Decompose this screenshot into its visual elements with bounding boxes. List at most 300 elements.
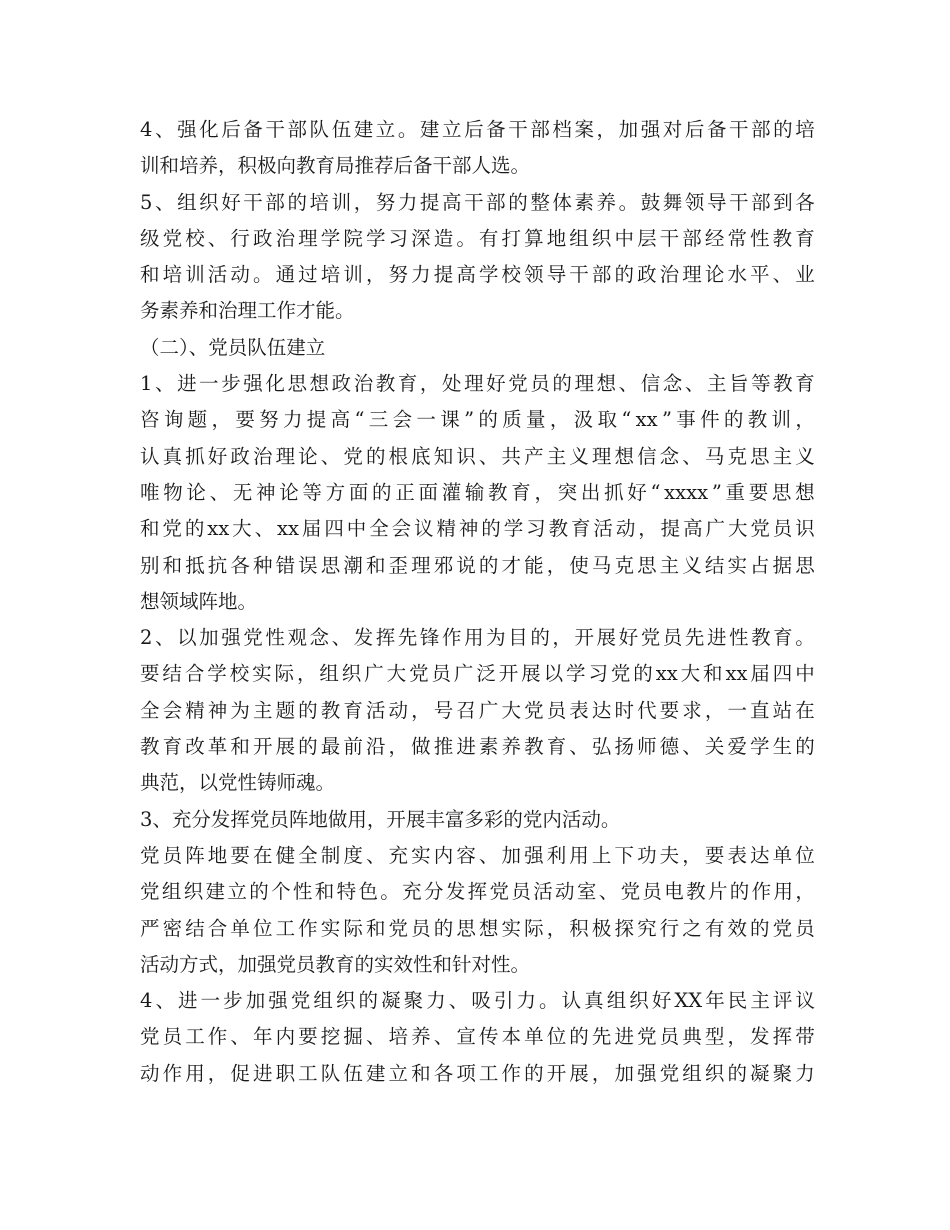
- text-glyph: 神: [458, 517, 479, 541]
- text-glyph: 灌: [441, 480, 462, 504]
- text-glyph: 实: [320, 916, 341, 940]
- text-glyph: 党: [409, 662, 429, 686]
- text-glyph: 利: [546, 843, 567, 867]
- text-glyph: 聚: [772, 1061, 793, 1085]
- text-glyph: 力: [516, 989, 536, 1013]
- text-glyph: “: [650, 480, 661, 504]
- text-glyph: 、: [331, 626, 352, 650]
- text-glyph: 学: [478, 263, 499, 287]
- text-glyph: 织: [704, 1061, 725, 1085]
- text-glyph: 错: [275, 553, 296, 577]
- text-glyph: 内: [433, 843, 454, 867]
- text-glyph: 党: [243, 626, 263, 650]
- text-glyph: 素: [574, 190, 594, 214]
- text-glyph: 正: [395, 480, 415, 504]
- text-glyph: 的: [727, 1061, 747, 1085]
- text-glyph: 说: [456, 553, 476, 577]
- text-glyph: 一: [200, 989, 221, 1013]
- text-glyph: 挥: [375, 626, 396, 650]
- text-glyph: 治: [659, 263, 680, 287]
- text-glyph: 活: [533, 880, 553, 904]
- text-glyph: 体: [552, 190, 572, 214]
- text-glyph: 、: [207, 226, 228, 250]
- text-glyph: 整: [530, 190, 550, 214]
- text-glyph: 的: [365, 444, 386, 468]
- text-glyph: 员: [659, 1025, 680, 1049]
- text-glyph: 业: [795, 263, 815, 287]
- text-glyph: 员: [162, 843, 183, 867]
- text-glyph: 实: [411, 843, 431, 867]
- text-glyph: 党: [140, 843, 160, 867]
- text-glyph: 党: [388, 916, 409, 940]
- text-glyph: 、: [365, 1025, 386, 1049]
- text-glyph: 色: [358, 880, 378, 904]
- text-line: 想领域阵地。: [140, 589, 258, 613]
- text-glyph: 认: [140, 444, 160, 468]
- text-glyph: 以: [543, 662, 564, 686]
- text-glyph: 党: [343, 444, 363, 468]
- text-glyph: 分: [423, 880, 444, 904]
- text-glyph: 信: [637, 444, 657, 468]
- text-glyph: 中: [614, 226, 634, 250]
- text-glyph: 各: [795, 190, 815, 214]
- text-glyph: 进: [456, 735, 476, 759]
- text-glyph: 主: [659, 553, 680, 577]
- text-glyph: 开: [574, 626, 594, 650]
- text-glyph: ，: [546, 916, 567, 940]
- text-glyph: 的: [633, 662, 653, 686]
- text-glyph: 度: [343, 843, 363, 867]
- text-glyph: 、: [682, 735, 702, 759]
- text-glyph: 1: [140, 372, 153, 396]
- text-glyph: 育: [546, 735, 567, 759]
- text-glyph: 要: [230, 843, 250, 867]
- text-glyph: 功: [637, 843, 657, 867]
- text-glyph: 念: [659, 444, 680, 468]
- text-glyph: 好: [221, 190, 241, 214]
- text-glyph: 效: [727, 916, 747, 940]
- text-glyph: 、: [448, 989, 469, 1013]
- text-line: [140, 402, 815, 438]
- text-glyph: 发: [750, 1025, 770, 1049]
- text-glyph: 提: [433, 263, 454, 287]
- text-glyph: 的: [729, 880, 750, 904]
- text-glyph: 建: [353, 118, 374, 141]
- text-glyph: 改: [185, 735, 205, 759]
- text-glyph: 性: [265, 626, 285, 650]
- text-glyph: 理: [275, 444, 296, 468]
- text-glyph: ，: [546, 553, 567, 577]
- text-glyph: 织: [335, 989, 356, 1013]
- text-glyph: 政: [252, 226, 273, 250]
- text-glyph: 立: [442, 118, 462, 141]
- text-glyph: 产: [524, 444, 544, 468]
- text-glyph: 合: [184, 662, 205, 686]
- text-glyph: 实: [501, 916, 522, 940]
- text-glyph: 结: [185, 916, 205, 940]
- text-glyph: 抓: [185, 444, 205, 468]
- text-glyph: 员: [162, 1025, 183, 1049]
- text-line: [140, 366, 815, 402]
- text-glyph: 根: [388, 444, 409, 468]
- text-glyph: ，: [388, 735, 409, 759]
- text-glyph: ，: [534, 480, 554, 504]
- text-glyph: 关: [704, 735, 725, 759]
- text-glyph: 的: [773, 118, 793, 141]
- text-glyph: 大: [232, 517, 252, 541]
- text-glyph: 届: [750, 662, 770, 686]
- text-glyph: 作: [501, 1061, 522, 1085]
- text-line: [140, 656, 815, 692]
- text-glyph: 努: [259, 408, 279, 432]
- text-glyph: 吸: [471, 989, 491, 1013]
- text-glyph: 革: [207, 735, 228, 759]
- text-glyph: 占: [750, 553, 770, 577]
- text-glyph: 治: [275, 226, 296, 250]
- text-glyph: 等: [751, 372, 771, 396]
- text-glyph: 进: [252, 1061, 273, 1085]
- text-glyph: 挖: [320, 1025, 341, 1049]
- text-glyph: ，: [682, 843, 702, 867]
- text-glyph: 常: [727, 226, 747, 250]
- text-glyph: 要: [298, 1025, 318, 1049]
- text-glyph: 积: [569, 916, 589, 940]
- text-glyph: 、: [772, 263, 793, 287]
- text-glyph: 际: [343, 916, 363, 940]
- text-glyph: 、: [598, 880, 619, 904]
- text-glyph: 教: [772, 226, 793, 250]
- text-glyph: 室: [576, 880, 597, 904]
- text-glyph: 汲: [573, 408, 594, 432]
- text-glyph: 校: [185, 226, 205, 250]
- text-glyph: 习: [526, 517, 546, 541]
- text-glyph: 活: [207, 263, 228, 287]
- text-glyph: 的: [795, 735, 815, 759]
- text-glyph: 地: [207, 843, 228, 867]
- text-glyph: 舞: [662, 190, 683, 214]
- text-glyph: 观: [287, 626, 307, 650]
- text-glyph: 、: [254, 517, 275, 541]
- text-line: [140, 693, 815, 729]
- text-glyph: 全: [369, 517, 389, 541]
- text-glyph: 想: [614, 444, 634, 468]
- text-glyph: ，: [795, 408, 815, 432]
- text-glyph: 极: [591, 916, 612, 940]
- text-glyph: 询: [163, 408, 184, 432]
- text-glyph: 部: [486, 190, 506, 214]
- text-glyph: 用: [569, 843, 589, 867]
- text-glyph: 克: [727, 444, 747, 468]
- text-glyph: 号: [433, 698, 454, 722]
- text-glyph: 质: [502, 408, 522, 432]
- text-glyph: 年: [705, 989, 725, 1013]
- text-glyph: 单: [772, 843, 793, 867]
- text-glyph: 爱: [727, 735, 747, 759]
- text-glyph: 治: [353, 372, 374, 396]
- text-glyph: 高: [442, 190, 462, 214]
- text-glyph: 2: [140, 626, 153, 650]
- text-glyph: 以: [177, 626, 197, 650]
- text-glyph: 抗: [207, 553, 228, 577]
- text-glyph: 最: [320, 735, 341, 759]
- text-glyph: 组: [682, 1061, 702, 1085]
- text-glyph: 鼓: [640, 190, 661, 214]
- text-glyph: 后: [464, 118, 484, 141]
- text-glyph: 展: [569, 1061, 589, 1085]
- text-glyph: 过: [298, 263, 318, 287]
- text-glyph: “: [354, 408, 365, 432]
- text-glyph: 工: [478, 1061, 499, 1085]
- text-glyph: ，: [638, 517, 658, 541]
- text-glyph: 教: [548, 517, 569, 541]
- text-glyph: 工: [185, 1025, 205, 1049]
- text-glyph: 为: [230, 698, 250, 722]
- text-glyph: 际: [524, 916, 544, 940]
- text-glyph: 高: [456, 263, 476, 287]
- text-glyph: 抵: [185, 553, 205, 577]
- text-line: [140, 874, 815, 910]
- text-glyph: 立: [375, 118, 396, 141]
- text-glyph: 先: [397, 626, 418, 650]
- text-glyph: 化: [265, 372, 285, 396]
- text-glyph: 训: [343, 263, 363, 287]
- text-glyph: 议: [795, 989, 815, 1013]
- text-glyph: 织: [591, 226, 612, 250]
- text-glyph: 、: [320, 444, 341, 468]
- text-glyph: 部: [591, 263, 612, 287]
- text-glyph: 进: [177, 372, 197, 396]
- text-glyph: ”: [661, 408, 672, 432]
- text-glyph: ”: [711, 480, 722, 504]
- text-glyph: 部: [751, 118, 771, 141]
- text-glyph: 等: [302, 480, 322, 504]
- text-glyph: 职: [275, 1061, 296, 1085]
- text-glyph: ，: [552, 626, 572, 650]
- text-glyph: 中: [795, 662, 815, 686]
- text-glyph: 干: [729, 118, 749, 141]
- text-glyph: 、: [478, 444, 499, 468]
- text-glyph: 、: [154, 372, 175, 396]
- text-glyph: 念: [662, 372, 683, 396]
- text-glyph: 、: [155, 989, 175, 1013]
- text-glyph: 大: [386, 662, 407, 686]
- text-glyph: 、: [569, 735, 589, 759]
- text-glyph: 党: [162, 517, 182, 541]
- text-glyph: 神: [256, 480, 276, 504]
- text-glyph: 直: [750, 698, 770, 722]
- text-glyph: 主: [750, 989, 770, 1013]
- text-glyph: 出: [580, 480, 601, 504]
- text-glyph: 备: [243, 118, 263, 141]
- text-glyph: 性: [729, 626, 749, 650]
- text-glyph: 队: [320, 1061, 341, 1085]
- text-line: [140, 838, 815, 874]
- text-glyph: 、: [618, 372, 639, 396]
- text-glyph: 性: [292, 880, 313, 904]
- text-glyph: 高: [683, 517, 703, 541]
- text-glyph: xx: [207, 517, 230, 541]
- text-glyph: 强: [243, 372, 263, 396]
- text-glyph: 。: [380, 880, 400, 904]
- text-glyph: 养: [411, 1025, 431, 1049]
- text-glyph: 干: [569, 263, 589, 287]
- text-glyph: 育: [397, 372, 418, 396]
- text-glyph: 伍: [343, 1061, 363, 1085]
- text-glyph: 培: [388, 1025, 409, 1049]
- text-glyph: 4: [140, 118, 153, 141]
- text-glyph: 思: [637, 553, 657, 577]
- text-glyph: 理: [411, 553, 431, 577]
- document-body: [140, 112, 815, 1092]
- text-glyph: ，: [207, 1061, 228, 1085]
- text-glyph: 先: [684, 626, 705, 650]
- text-glyph: 代: [637, 698, 657, 722]
- text-glyph: 导: [546, 263, 567, 287]
- text-glyph: 工: [298, 1061, 318, 1085]
- text-glyph: 员: [772, 517, 793, 541]
- text-glyph: 深: [411, 226, 431, 250]
- text-glyph: 党: [637, 1025, 657, 1049]
- text-glyph: 实: [727, 553, 747, 577]
- text-glyph: 主: [706, 372, 727, 396]
- text-glyph: 训: [771, 408, 792, 432]
- text-glyph: 在: [795, 698, 815, 722]
- text-glyph: 宣: [456, 1025, 476, 1049]
- text-glyph: 步: [223, 989, 243, 1013]
- text-glyph: 年: [252, 1025, 273, 1049]
- text-glyph: 育: [343, 698, 363, 722]
- text-glyph: 广: [705, 517, 726, 541]
- text-glyph: 力: [411, 263, 431, 287]
- text-glyph: 别: [140, 553, 160, 577]
- text-glyph: 领: [524, 263, 544, 287]
- text-glyph: 充: [388, 843, 409, 867]
- text-glyph: 面: [348, 480, 369, 504]
- text-glyph: 干: [464, 190, 484, 214]
- text-glyph: 算: [524, 226, 544, 250]
- text-glyph: 政: [230, 444, 250, 468]
- text-glyph: 后: [684, 118, 705, 141]
- text-glyph: 扬: [614, 735, 634, 759]
- text-glyph: 训: [185, 263, 205, 287]
- text-glyph: 的: [298, 735, 318, 759]
- text-glyph: 题: [187, 408, 208, 432]
- text-glyph: 行: [659, 916, 680, 940]
- text-glyph: 大: [680, 662, 701, 686]
- text-glyph: 加: [501, 843, 522, 867]
- text-line: [140, 475, 815, 511]
- text-glyph: 阵: [185, 843, 205, 867]
- text-glyph: 生: [772, 735, 793, 759]
- text-glyph: 学: [750, 735, 770, 759]
- text-glyph: 输: [464, 480, 485, 504]
- text-glyph: 沿: [365, 735, 386, 759]
- text-glyph: 的: [508, 190, 528, 214]
- text-glyph: 培: [320, 263, 341, 287]
- text-glyph: 进: [614, 1025, 634, 1049]
- text-glyph: 德: [659, 735, 680, 759]
- text-glyph: 事: [676, 408, 696, 432]
- text-glyph: 学: [365, 226, 386, 250]
- text-line: [140, 511, 815, 547]
- text-glyph: 动: [140, 1061, 160, 1085]
- text-glyph: 量: [526, 408, 546, 432]
- text-glyph: 、: [154, 118, 175, 141]
- text-glyph: 训: [331, 190, 352, 214]
- text-glyph: 的: [530, 626, 550, 650]
- text-glyph: 学: [503, 517, 524, 541]
- text-glyph: 党: [508, 372, 528, 396]
- text-glyph: 要: [748, 480, 769, 504]
- text-glyph: 导: [706, 190, 727, 214]
- text-glyph: 党: [140, 1025, 160, 1049]
- text-glyph: 大: [501, 698, 522, 722]
- text-glyph: 精: [436, 517, 456, 541]
- text-glyph: 教: [140, 735, 160, 759]
- text-glyph: 、: [154, 190, 175, 214]
- text-glyph: 开: [546, 1061, 567, 1085]
- text-glyph: 。: [397, 118, 418, 141]
- text-glyph: 理: [591, 444, 612, 468]
- text-glyph: 教: [524, 735, 544, 759]
- text-glyph: 打: [501, 226, 522, 250]
- text-glyph: 建: [419, 118, 440, 141]
- section-heading: （二）、党员队伍建立: [140, 335, 326, 359]
- text-glyph: 开: [252, 735, 273, 759]
- text-glyph: 校: [229, 662, 250, 686]
- text-glyph: 的: [569, 1025, 589, 1049]
- text-glyph: 特: [336, 880, 357, 904]
- text-glyph: 的: [481, 517, 501, 541]
- text-glyph: 评: [772, 989, 793, 1013]
- text-glyph: 识: [456, 444, 476, 468]
- text-glyph: ，: [211, 408, 231, 432]
- text-glyph: 神: [207, 698, 228, 722]
- text-glyph: ，: [365, 263, 386, 287]
- text-glyph: 表: [569, 698, 589, 722]
- text-glyph: 干: [659, 226, 680, 250]
- text-glyph: 无: [232, 480, 253, 504]
- text-glyph: 水: [727, 263, 747, 287]
- text-glyph: 做: [411, 735, 431, 759]
- text-glyph: 目: [508, 626, 528, 650]
- text-glyph: 结: [162, 662, 182, 686]
- text-glyph: 部: [751, 190, 771, 214]
- text-glyph: 电: [664, 880, 684, 904]
- text-glyph: 的: [298, 698, 318, 722]
- text-glyph: 上: [591, 843, 612, 867]
- text-glyph: 政: [637, 263, 657, 287]
- text-glyph: 个: [271, 880, 291, 904]
- text-glyph: 党: [140, 880, 160, 904]
- text-glyph: 、: [230, 1025, 250, 1049]
- text-glyph: 治: [252, 444, 273, 468]
- text-glyph: 届: [301, 517, 322, 541]
- text-line: 训和培养，积极向教育局推荐后备干部人选。: [140, 154, 531, 178]
- text-glyph: 员: [546, 698, 567, 722]
- text-glyph: 习: [388, 226, 409, 250]
- text-glyph: 展: [275, 735, 296, 759]
- text-glyph: 认: [561, 989, 582, 1013]
- text-glyph: 。: [539, 989, 559, 1013]
- text-glyph: 力: [397, 190, 418, 214]
- text-glyph: 义: [682, 553, 702, 577]
- text-glyph: 教: [686, 880, 706, 904]
- text-glyph: 育: [773, 626, 793, 650]
- text-glyph: 论: [704, 263, 725, 287]
- text-glyph: 时: [614, 698, 634, 722]
- text-glyph: 教: [488, 480, 508, 504]
